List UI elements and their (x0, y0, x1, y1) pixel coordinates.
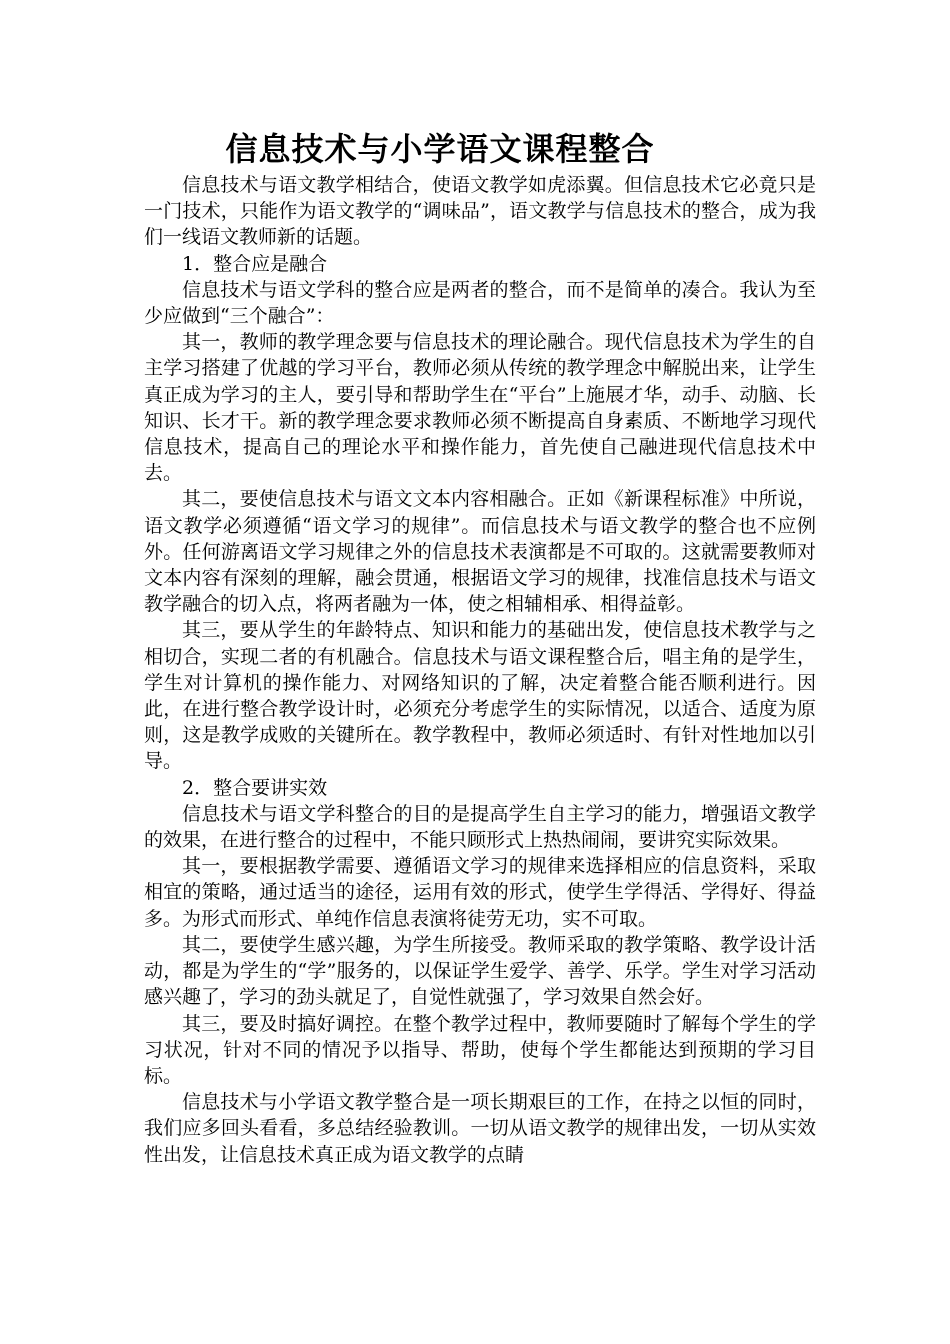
paragraph: 其一，教师的教学理念要与信息技术的理论融合。现代信息技术为学生的自主学习搭建了优越的学习平台，教师必须从传统的教学理念中解脱出来，让学生真正成为学习的主人，要引导和帮助学生在“平台”上施展才华，动手、动脑、长知识、长才干。新的教学理念要求教师必须不断提高自身素质、不断地学习现代信息技术，提高自己的理论水平和操作能力，首先使自己融进现代信息技术中去。 (144, 331, 816, 485)
paragraph: 其二，要使信息技术与语文文本内容相融合。正如《新课程标准》中所说，语文教学必须遵循“语文学习的规律”。而信息技术与语文教学的整合也不应例外。任何游离语文学习规律之外的信息技术表演都是不可取的。这就需要教师对文本内容有深刻的理解，融会贯通，根据语文学习的规律，找准信息技术与语文教学融合的切入点，将两者融为一体，使之相辅相承、相得益彰。 (144, 488, 816, 616)
document-body (144, 172, 816, 1168)
paragraph: 信息技术与语文学科整合的目的是提高学生自主学习的能力，增强语文教学的效果，在进行整合的过程中，不能只顾形式上热热闹闹，要讲究实际效果。 (144, 802, 816, 852)
paragraph: 其三，要及时搞好调控。在整个教学过程中，教师要随时了解每个学生的学习状况，针对不同的情况予以指导、帮助，使每个学生都能达到预期的学习目标。 (144, 1012, 816, 1087)
paragraph: 其二，要使学生感兴趣，为学生所接受。教师采取的教学策略、教学设计活动，都是为学生的“学”服务的，以保证学生爱学、善学、乐学。学生对学习活动感兴趣了，学习的劲头就足了，自觉性就强了，学习效果自然会好。 (144, 933, 816, 1009)
section-heading-1: 1．整合应是融合 (182, 252, 328, 275)
paragraph-intro: 信息技术与语文教学相结合，使语文教学如虎添翼。但信息技术它必竟只是一门技术，只能作为语文教学的“调味品”，语文教学与信息技术的整合，成为我们一线语文教师新的话题。 (144, 174, 816, 249)
paragraph-conclusion: 信息技术与小学语文教学整合是一项长期艰巨的工作，在持之以恒的同时，我们应多回头看看，多总结经验教训。一切从语文教学的规律出发，一切从实效性出发，让信息技术真正成为语文教学的点睛 (144, 1091, 816, 1166)
section-heading-2: 2．整合要讲实效 (182, 776, 328, 799)
paragraph: 其一，要根据教学需要、遵循语文学习的规律来选择相应的信息资料，采取相宜的策略，通过适当的途径，运用有效的形式，使学生学得活、学得好、得益多。为形式而形式、单纯作信息表演将徒劳无功，实不可取。 (144, 855, 816, 930)
document-title: 信息技术与小学语文课程整合 (225, 130, 655, 168)
paragraph: 信息技术与语文学科的整合应是两者的整合，而不是简单的凑合。我认为至少应做到“三个融合”： (144, 278, 816, 328)
paragraph: 其三，要从学生的年龄特点、知识和能力的基础出发，使信息技术教学与之相切合，实现二者的有机融合。信息技术与语文课程整合后，唱主角的是学生，学生对计算机的操作能力、对网络知识的了解，决定着整合能否顺利进行。因此，在进行整合教学设计时，必须充分考虑学生的实际情况，以适合、适度为原则，这是教学成败的关键所在。教学教程中，教师必须适时、有针对性地加以引导。 (144, 619, 816, 773)
